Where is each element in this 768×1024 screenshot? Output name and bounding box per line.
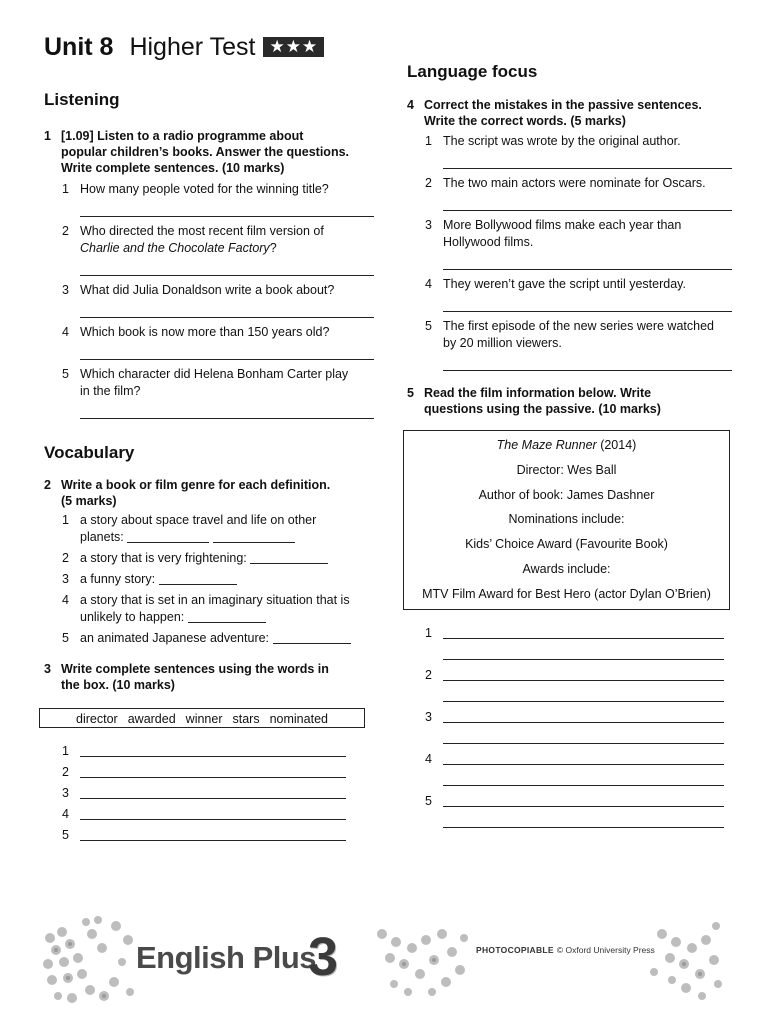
word-box-word: winner (185, 712, 223, 726)
question-number: 4 (62, 325, 69, 339)
writing-line-continued[interactable] (407, 645, 724, 666)
question-writing-lines (407, 624, 724, 834)
writing-line[interactable] (44, 784, 346, 805)
unit-label: Unit 8 (44, 33, 114, 61)
task-line: Read the film information below. Write (424, 386, 652, 400)
blank-field[interactable] (250, 551, 328, 564)
answer-line[interactable] (80, 341, 374, 360)
sentence-text: The two main actors were nominate for Oscars. (443, 176, 706, 190)
film-director: Director: Wes Ball (516, 462, 617, 477)
task-line: Correct the mistakes in the passive sentences. (424, 98, 702, 112)
definition-item (44, 592, 374, 626)
definition-item (44, 550, 374, 567)
task-5-instructions (407, 385, 732, 417)
question-item (44, 282, 374, 299)
sentence-item (407, 133, 732, 150)
task-number: 3 (44, 662, 51, 676)
nomination-item: Kids’ Choice Award (Favourite Book) (465, 537, 668, 552)
writing-line[interactable] (44, 805, 346, 826)
answer-line[interactable] (443, 352, 732, 371)
sentence-item (407, 175, 732, 192)
question-number: 2 (62, 224, 69, 238)
task-number: 2 (44, 478, 51, 492)
line-number: 1 (62, 744, 69, 758)
answer-line[interactable] (443, 150, 732, 169)
passive-sentences (407, 133, 732, 371)
answer-line[interactable] (80, 198, 374, 217)
language-focus-heading: Language focus (407, 62, 538, 81)
item-number: 3 (62, 572, 69, 586)
sentence-number: 3 (425, 218, 432, 232)
level-number: 3 (308, 927, 339, 987)
left-column (44, 90, 374, 847)
answer-line[interactable] (80, 400, 374, 419)
sentence-item (407, 276, 732, 293)
writing-line[interactable] (407, 624, 724, 645)
award-item: MTV Film Award for Best Hero (actor Dylan O’Brien) (422, 586, 711, 601)
task-number: 4 (407, 98, 414, 112)
listening-heading: Listening (44, 90, 120, 109)
question-item (44, 181, 374, 198)
line-number: 2 (62, 765, 69, 779)
question-text: Who directed the most recent film version of (80, 224, 324, 238)
blank-field[interactable] (273, 631, 351, 644)
task-line: popular children’s books. Answer the questions. (61, 145, 350, 159)
definition-text: a story that is set in an imaginary situation that is (80, 593, 350, 607)
word-box-word: stars (232, 712, 260, 726)
definition-text: unlikely to happen: (80, 610, 185, 624)
nominations-label: Nominations include: (508, 512, 625, 527)
sentence-item (407, 318, 732, 352)
question-item (44, 324, 374, 341)
copyright-text: © Oxford University Press (556, 945, 655, 955)
blank-field[interactable] (188, 610, 266, 623)
footer-banner (42, 912, 724, 1004)
writing-line[interactable] (407, 666, 724, 687)
line-number: 3 (425, 709, 432, 724)
line-number: 2 (425, 667, 432, 682)
task-line: Write complete sentences. (10 marks) (61, 161, 285, 175)
definition-item (44, 571, 374, 588)
question-number: 3 (62, 283, 69, 297)
task-2-instructions (44, 477, 374, 509)
page-title (44, 33, 324, 62)
question-text: Which character did Helena Bonham Carter play (80, 367, 349, 381)
sentence-text: Hollywood films. (443, 235, 534, 249)
sentence-lines (44, 742, 346, 847)
word-box-word: director (76, 712, 118, 726)
line-number: 1 (425, 625, 432, 640)
question-text: in the film? (80, 384, 141, 398)
question-text: How many people voted for the winning title? (80, 182, 329, 196)
definition-item (44, 630, 374, 647)
vocabulary-heading: Vocabulary (44, 443, 135, 462)
answer-line[interactable] (80, 257, 374, 276)
question-text: Which book is now more than 150 years old? (80, 325, 330, 339)
word-box-word: awarded (127, 712, 176, 726)
question-punctuation: ? (269, 241, 277, 255)
definition-text: a story that is very frightening: (80, 551, 247, 565)
line-number: 4 (425, 751, 432, 766)
sentence-text: by 20 million viewers. (443, 336, 562, 350)
task-4-instructions (407, 97, 732, 129)
definition-text: an animated Japanese adventure: (80, 631, 270, 645)
writing-line[interactable] (407, 708, 724, 729)
definition-item (44, 512, 374, 546)
vocabulary-items (44, 512, 374, 647)
writing-line-continued[interactable] (407, 813, 724, 834)
word-box-word: nominated (269, 712, 328, 726)
blank-field[interactable] (159, 572, 237, 585)
film-title: The Maze Runner (496, 438, 597, 452)
sentence-text: The script was wrote by the original author. (443, 134, 681, 148)
line-number: 3 (62, 786, 69, 800)
answer-line[interactable] (80, 299, 374, 318)
sentence-text: The first episode of the new series were watched (443, 319, 714, 333)
film-year: (2014) (596, 438, 637, 452)
film-author: Author of book: James Dashner (478, 487, 655, 502)
question-number: 5 (62, 367, 69, 381)
definition-text: a story about space travel and life on other (80, 513, 317, 527)
line-number: 5 (62, 828, 69, 842)
test-name: Higher Test (129, 33, 256, 61)
writing-line[interactable] (407, 750, 724, 771)
task-line: (5 marks) (61, 494, 117, 508)
item-number: 5 (62, 631, 69, 645)
photocopiable-label: PHOTOCOPIABLE (476, 945, 554, 955)
sentence-number: 1 (425, 134, 432, 148)
task-line: Write the correct words. (5 marks) (424, 114, 626, 128)
sentence-number: 2 (425, 176, 432, 190)
english-plus-logo: English Plus (136, 940, 317, 975)
blank-field[interactable] (127, 530, 209, 543)
task-line: [1.09] Listen to a radio programme about (61, 129, 304, 143)
question-number: 1 (62, 182, 69, 196)
sentence-text: They weren’t gave the script until yesterday. (443, 277, 686, 291)
difficulty-stars-badge: ★★★ (263, 37, 324, 57)
film-title-line (404, 433, 729, 458)
item-number: 4 (62, 593, 69, 607)
item-number: 2 (62, 551, 69, 565)
answer-line[interactable] (443, 293, 732, 312)
line-number: 4 (62, 807, 69, 821)
writing-line[interactable] (44, 742, 346, 763)
task-number: 1 (44, 129, 51, 143)
listening-questions (44, 181, 374, 419)
task-line: Write complete sentences using the words in (61, 662, 329, 676)
right-column (407, 62, 732, 834)
blank-field[interactable] (213, 530, 295, 543)
question-text (80, 240, 374, 257)
task-number: 5 (407, 386, 414, 400)
task-line: the box. (10 marks) (61, 678, 175, 692)
awards-label: Awards include: (522, 561, 611, 576)
sentence-number: 5 (425, 319, 432, 333)
writing-line-continued[interactable] (407, 687, 724, 708)
question-item (44, 223, 374, 257)
sentence-number: 4 (425, 277, 432, 291)
word-box (39, 708, 365, 728)
definition-text: a funny story: (80, 572, 156, 586)
line-number: 5 (425, 793, 432, 808)
task-line: questions using the passive. (10 marks) (424, 402, 661, 416)
copyright-notice (476, 945, 655, 955)
writing-line-continued[interactable] (407, 729, 724, 750)
definition-text: planets: (80, 530, 124, 544)
question-text: What did Julia Donaldson write a book about? (80, 283, 335, 297)
task-line: Write a book or film genre for each definition. (61, 478, 331, 492)
writing-line[interactable] (407, 792, 724, 813)
writing-line[interactable] (44, 763, 346, 784)
item-number: 1 (62, 513, 69, 527)
task-1-instructions (44, 128, 374, 176)
answer-line[interactable] (443, 192, 732, 211)
task-3-instructions (44, 661, 374, 693)
writing-line-continued[interactable] (407, 771, 724, 792)
sentence-text: More Bollywood films make each year than (443, 218, 682, 232)
writing-line[interactable] (44, 826, 346, 847)
question-item (44, 366, 374, 400)
film-title: Charlie and the Chocolate Factory (80, 241, 270, 255)
film-info-box (403, 430, 730, 610)
answer-line[interactable] (443, 251, 732, 270)
sentence-item (407, 217, 732, 251)
